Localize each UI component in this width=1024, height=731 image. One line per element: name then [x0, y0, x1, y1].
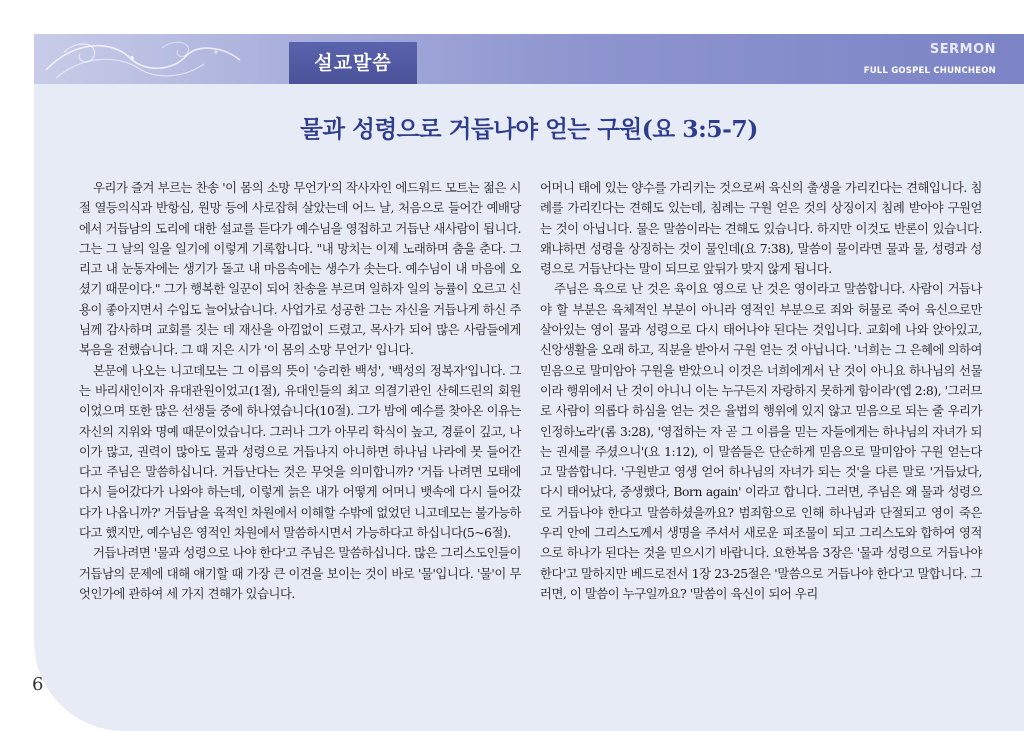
left-column — [79, 178, 521, 604]
sermon-title: 물과 성령으로 거듭나야 얻는 구원(요 3:5-7) — [300, 115, 758, 143]
right-column — [540, 178, 982, 604]
paragraph: 주님은 육으로 난 것은 육이요 영으로 난 것은 영이라고 말씀합니다. 사람이 거듭나야 할 부분은 육체적인 부분이 아니라 영적인 부분으로 죄와 허물로 죽어 육신으로만 살아있는 영이 물과 성령으로 다시 태어나야 된다는 것입니다. 교회에 나와 앉아있고, 신앙생활을 오래 하고, 직분을 받아서 구원 얻는 것 아닙니다. '너희는 그 은혜에 의하여 믿음으로 말미암아 구원을 받았으니 이것은 너희에게서 난 것이 아니요 하나님의 선물이라 행위에서 난 것이 아니니 이는 누구든지 자랑하지 못하게 함이라'(엡 2:8), '그러므로 사람이 의롭다 하심을 얻는 것은 율법의 행위에 있지 않고 믿음으로 되는 줄 우리가 인정하노라'(롬 3:28), '영접하는 자 곧 그 이름을 믿는 자들에게는 하나님의 자녀가 되는 권세를 주셨으니'(요 1:12), 이 말씀들은 단순하게 믿음으로 말미암아 구원 얻는다고 말씀합니다. '구원받고 영생 얻어 하나님의 자녀가 되는 것'을 다른 말로 '거듭났다, 다시 태어났다, 중생했다, Born again' 이라고 합니다. 그러면, 주님은 왜 물과 성령으로 거듭나야 한다고 말씀하셨을까요? 범죄함으로 인해 하나님과 단절되고 영이 죽은 우리 안에 그리스도께서 생명을 주셔서 새로운 피조물이 되고 그리스도와 합하여 영적으로 하나가 된다는 것을 믿으시기 바랍니다. 요한복음 3장은 '물과 성령으로 거듭나야 한다'고 말하지만 베드로전서 1장 23-25절은 '말씀으로 거듭나야 한다'고 말합니다. 그러면, 이 말씀이 누구일까요? '말씀이 육신이 되어 우리 — [540, 282, 982, 601]
page-header — [34, 34, 1024, 84]
paragraph: 본문에 나오는 니고데모는 그 이름의 뜻이 '승리한 백성', '백성의 정복자'입니다. 그는 바리새인이자 유대관원이었고(1절), 유대인들의 최고 의결기관인 산헤드린의 회원이었으며 또한 많은 선생들 중에 하나였습니다(10절). 그가 밤에 예수를 찾아온 이유는 자신의 지위와 명예 때문이었습니다. 그러나 그가 아무리 학식이 높고, 경륜이 깊고, 나이가 많고, 권력이 많아도 물과 성령으로 거듭나지 아니하면 하나님 나라에 못 들어간다고 주님은 말씀하십니다. 거듭난다는 것은 무엇을 의미합니까? '거듭 나려면 모태에 다시 들어갔다가 나와야 하는데, 이렇게 늙은 내가 어떻게 어머니 뱃속에 다시 들어갔다가 나옵니까?' 거듭남을 육적인 차원에서 이해할 수밖에 없었던 니고데모는 불가능하다고 했지만, 예수님은 영적인 차원에서 말씀하시면서 가능하다고 하십니다(5~6절). — [79, 363, 521, 541]
brand-title: SERMON — [929, 42, 996, 57]
paragraph: 우리가 즐겨 부르는 찬송 '이 몸의 소망 무언가'의 작사자인 에드워드 모트는 젊은 시절 열등의식과 반항심, 원망 등에 사로잡혀 살았는데 어느 날, 처음으로 들어간 예배당에서 거듭남의 도리에 대한 설교를 듣다가 예수님을 영접하고 거듭난 새사람이 됩니다. 그는 그 날의 일을 일기에 이렇게 기록합니다. "내 망치는 이제 노래하며 춤을 춘다. 그리고 내 눈동자에는 생기가 돌고 내 마음속에는 생수가 솟는다. 예수님이 내 마음에 오셨기 때문이다." 그가 행복한 일꾼이 되어 찬송을 부르며 일하자 일의 능률이 오르고 신용이 좋아지면서 수입도 늘어났습니다. 사업가로 성공한 그는 자신을 거듭나게 하신 주님께 감사하며 교회를 짓는 데 재산을 아낌없이 드렸고, 목사가 되어 많은 사람들에게 복음을 전했습니다. 그 때 지은 시가 '이 몸의 소망 무언가' 입니다. — [79, 181, 521, 358]
section-label: 설교말씀 — [289, 42, 417, 84]
page-number: 6 — [32, 674, 44, 695]
flourish-ornament-icon — [34, 34, 264, 84]
paragraph: 거듭나려면 '물과 성령으로 나야 한다'고 주님은 말씀하십니다. 많은 그리스도인들이 거듭남의 문제에 대해 얘기할 때 가장 큰 이견을 보이는 것이 바로 '물'입니다. '물'이 무엇인가에 관하여 세 가지 견해가 있습니다. — [79, 546, 521, 601]
paragraph: 어머니 태에 있는 양수를 가리키는 것으로써 육신의 출생을 가리킨다는 견해입니다. 침례를 가리킨다는 견해도 있는데, 침례는 구원 얻은 것의 상징이지 침례 받아야 구원얻는 것이 아닙니다. 물은 말씀이라는 견해도 있습니다. 하지만 이것도 반론이 있습니다. 왜냐하면 성령을 상징하는 것이 물인데(요 7:38), 말씀이 물이라면 물과 물, 성령과 성령으로 거듭난다는 말이 되므로 앞뒤가 맞지 않게 됩니다. — [540, 181, 982, 277]
brand-subtitle: FULL GOSPEL CHUNCHEON — [863, 66, 996, 76]
